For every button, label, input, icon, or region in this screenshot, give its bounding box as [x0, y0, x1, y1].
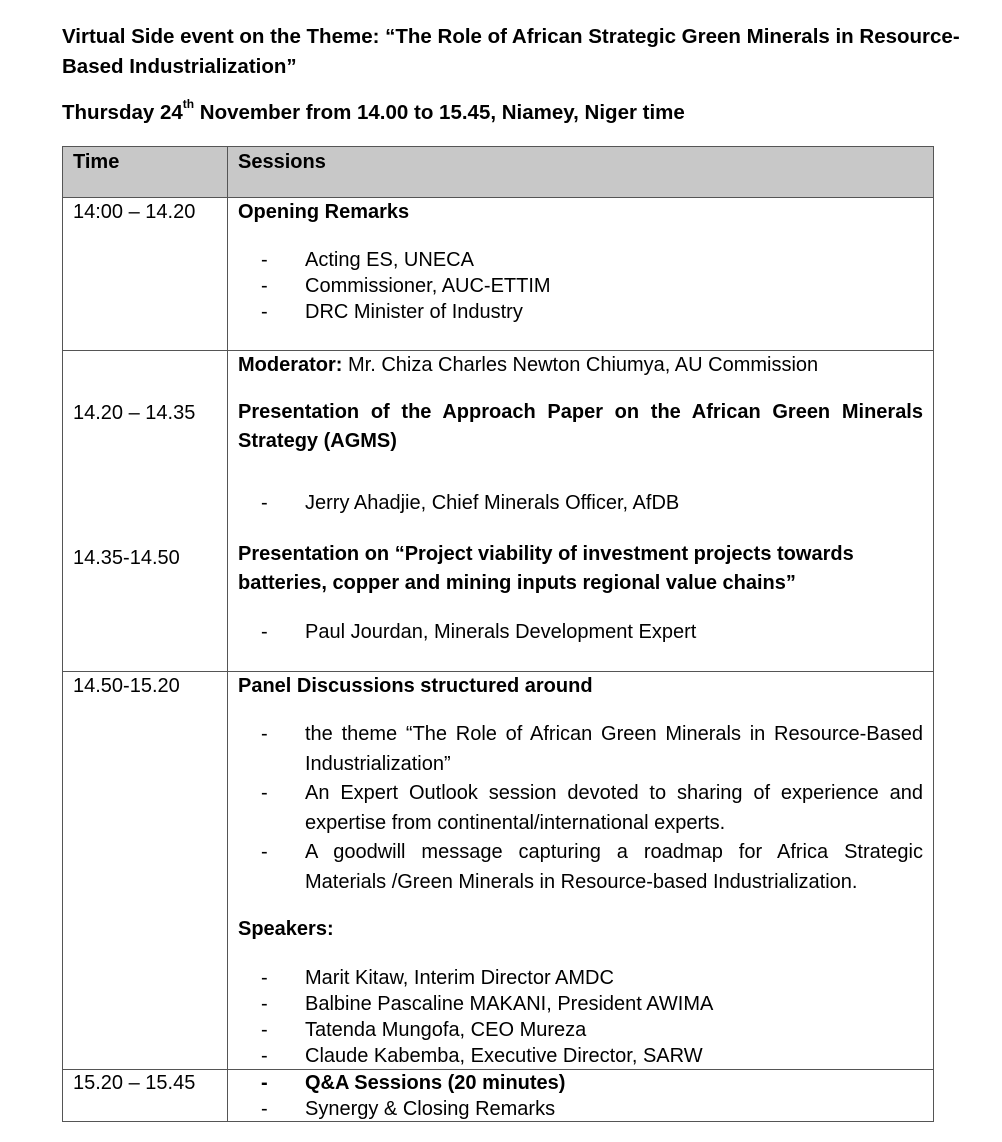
- list-item: - Synergy & Closing Remarks: [228, 1096, 923, 1122]
- panel-time: [63, 672, 228, 1070]
- list-item: - Acting ES, UNECA: [228, 247, 923, 273]
- panel-speaker-list: [228, 965, 923, 1069]
- list-item: - Tatenda Mungofa, CEO Mureza: [228, 1017, 923, 1043]
- header-time: Time: [63, 147, 228, 198]
- panel-heading: Panel Discussions structured around: [238, 675, 593, 697]
- approach-speaker-list: [228, 490, 923, 516]
- list-item: - Paul Jourdan, Minerals Development Expert: [228, 619, 923, 645]
- date-text-before: Thursday 24: [62, 101, 183, 124]
- closing-time-text: 15.20 – 15.45: [73, 1072, 196, 1094]
- moderator-label: Moderator:: [238, 354, 343, 376]
- panel-topic-list: [228, 720, 923, 897]
- document-title: Virtual Side event on the Theme: “The Role of African Strategic Green Minerals in Resource-Based Industrialization”: [62, 25, 960, 78]
- panel-time-text: 14.50-15.20: [73, 675, 180, 697]
- opening-speaker-list: [228, 247, 923, 325]
- closing-time: [63, 1070, 228, 1122]
- approach-heading: Presentation of the Approach Paper on the African Green Minerals Strategy (AGMS): [238, 401, 923, 452]
- list-item: - Claude Kabemba, Executive Director, SARW: [228, 1043, 923, 1069]
- opening-time: [63, 198, 228, 351]
- presentations-time: [63, 351, 228, 672]
- agenda-row-panel: [63, 672, 934, 1070]
- moderator-line: [238, 351, 923, 380]
- closing-list: [228, 1070, 923, 1122]
- viability-speaker-list: [228, 619, 923, 645]
- date-ordinal-suffix: th: [182, 97, 195, 112]
- agenda-row-opening: [63, 198, 934, 351]
- list-item: - DRC Minister of Industry: [228, 299, 923, 325]
- list-item: - An Expert Outlook session devoted to sharing of experience and expertise from continental/international experts.: [228, 779, 923, 838]
- presentations-sessions: [228, 351, 934, 672]
- date-text-after: November from 14.00 to 15.45, Niamey, Niger time: [194, 101, 685, 124]
- list-item: - A goodwill message capturing a roadmap for Africa Strategic Materials /Green Minerals in Resource-based Industrialization.: [228, 838, 923, 897]
- header-sessions: Sessions: [228, 147, 934, 198]
- agenda-row-closing: [63, 1070, 934, 1122]
- viability-heading: Presentation on “Project viability of investment projects towards batteries, copper and mining inputs regional value chains”: [238, 543, 854, 594]
- opening-sessions: [228, 198, 934, 351]
- opening-heading: Opening Remarks: [238, 201, 410, 223]
- list-item: - Marit Kitaw, Interim Director AMDC: [228, 965, 923, 991]
- moderator-name: Mr. Chiza Charles Newton Chiumya, AU Commission: [342, 354, 819, 376]
- agenda-table: [62, 146, 934, 1122]
- event-date-line: [62, 98, 685, 128]
- list-item: - the theme “The Role of African Green Minerals in Resource-Based Industrialization”: [228, 720, 923, 779]
- list-item: - Jerry Ahadjie, Chief Minerals Officer, AfDB: [228, 490, 923, 516]
- opening-time-text: 14:00 – 14.20: [73, 201, 196, 223]
- approach-time: 14.20 – 14.35: [73, 402, 196, 424]
- speakers-label: Speakers:: [238, 918, 334, 940]
- agenda-header-row: [63, 147, 934, 198]
- list-item: - Q&A Sessions (20 minutes): [228, 1070, 923, 1096]
- agenda-row-presentations: [63, 351, 934, 672]
- viability-time: 14.35-14.50: [73, 547, 180, 569]
- panel-sessions: [228, 672, 934, 1070]
- closing-sessions: [228, 1070, 934, 1122]
- list-item: - Commissioner, AUC-ETTIM: [228, 273, 923, 299]
- list-item: - Balbine Pascaline MAKANI, President AWIMA: [228, 991, 923, 1017]
